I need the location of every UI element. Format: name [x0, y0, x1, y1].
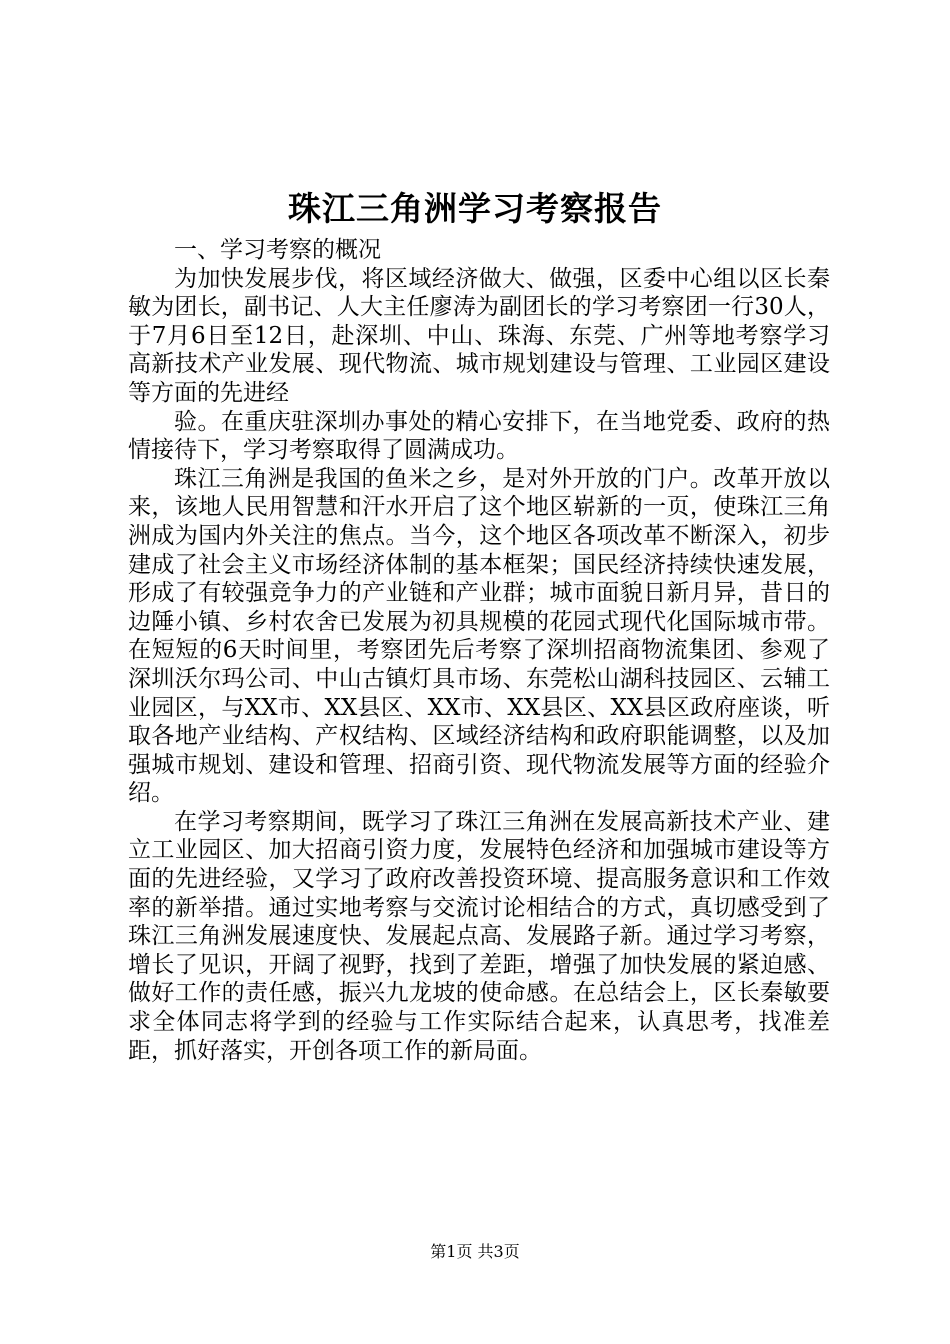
paragraph-3: 珠江三角洲是我国的鱼米之乡，是对外开放的门户。改革开放以来，该地人民用智慧和汗水开启了这个地区崭新的一页，使珠江三角洲成为国内外关注的焦点。当今，这个地区各项改革不断深入，初步建成了社会主义市场经济体制的基本框架；国民经济持续快速发展，形成了有较强竞争力的产业链和产业群；城市面貌日新月异，昔日的边陲小镇、乡村农舍已发展为初具规模的花园式现代化国际城市带。在短短的6天时间里，考察团先后考察了深圳招商物流集团、参观了深圳沃尔玛公司、中山古镇灯具市场、东莞松山湖科技园区、云辅工业园区，与XX市、XX县区、XX市、XX县区、XX县区政府座谈，听取各地产业结构、产权结构、区域经济结构和政府职能调整，以及加强城市规划、建设和管理、招商引资、现代物流发展等方面的经验介绍。	[128, 465, 830, 807]
paragraph-1: 为加快发展步伐，将区域经济做大、做强，区委中心组以区长秦敏为团长，副书记、人大主任廖涛为副团长的学习考察团一行30人，于7月6日至12日，赴深圳、中山、珠海、东莞、广州等地考察学习高新技术产业发展、现代物流、城市规划建设与管理、工业园区建设等方面的先进经	[128, 265, 830, 406]
document-title: 珠江三角洲学习考察报告	[288, 189, 662, 228]
section-heading: 一、学习考察的概况	[174, 237, 381, 263]
paragraph-4: 在学习考察期间，既学习了珠江三角洲在发展高新技术产业、建立工业园区、加大招商引资力度，发展特色经济和加强城市建设等方面的先进经验，又学习了政府改善投资环境、提高服务意识和工作效率的新举措。通过实地考察与交流讨论相结合的方式，真切感受到了珠江三角洲发展速度快、发展起点高、发展路子新。通过学习考察，增长了见识，开阔了视野，找到了差距，增强了加快发展的紧迫感、做好工作的责任感，振兴九龙坡的使命感。在总结会上，区长秦敏要求全体同志将学到的经验与工作实际结合起来，认真思考，找准差距，抓好落实，开创各项工作的新局面。	[128, 808, 830, 1064]
document-body	[128, 236, 830, 1065]
paragraph-2: 验。在重庆驻深圳办事处的精心安排下，在当地党委、政府的热情接待下，学习考察取得了圆满成功。	[128, 408, 830, 464]
page-number-footer: 第1页 共3页	[430, 1242, 520, 1261]
